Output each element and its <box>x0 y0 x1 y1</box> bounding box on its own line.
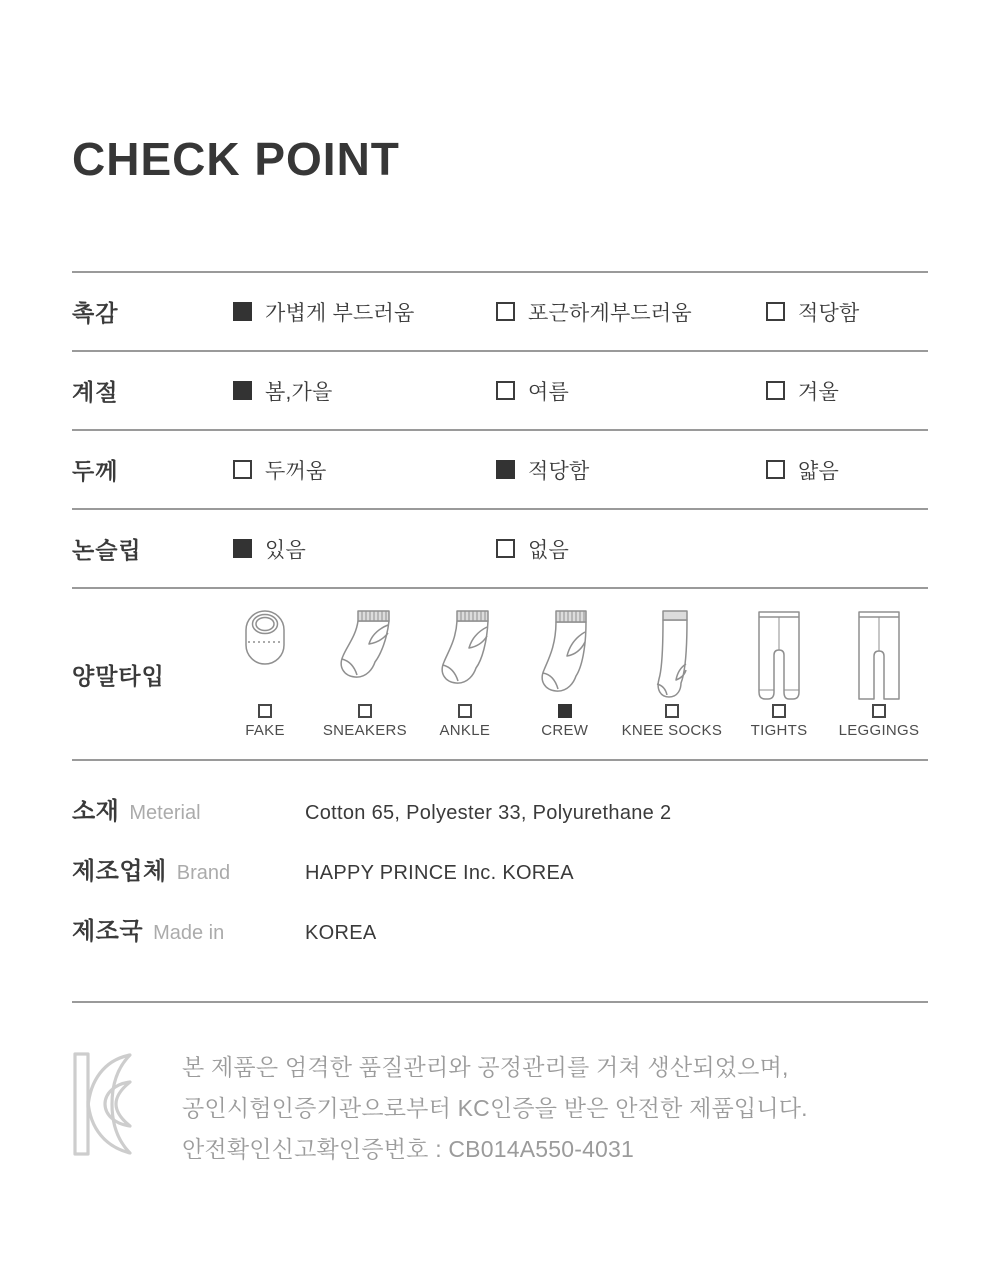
checkbox-icon <box>258 704 272 718</box>
option <box>496 455 766 485</box>
material-value: Cotton 65, Polyester 33, Polyurethane 2 <box>305 802 672 824</box>
option <box>496 376 766 406</box>
sock-type-list <box>222 609 928 739</box>
option-label: 봄,가을 <box>265 380 333 404</box>
option-label: 두꺼움 <box>265 459 327 483</box>
option <box>233 534 496 564</box>
certification-number-line: 안전확인신고확인증번호 : CB014A550-4031 <box>182 1136 635 1162</box>
table-row-season <box>72 352 928 431</box>
row-label: 양말타입 <box>72 662 165 689</box>
checkbox-icon <box>458 704 472 718</box>
option-label: 적당함 <box>798 301 860 325</box>
certification-line: 공인시험인증기관으로부터 KC인증을 받은 안전한 제품입니다. <box>182 1095 808 1121</box>
sock-type-label: CREW <box>541 722 589 739</box>
checkbox-icon <box>233 539 252 558</box>
certification-line: 본 제품은 엄격한 품질관리와 공정관리를 거쳐 생산되었으며, <box>182 1054 789 1080</box>
section-divider <box>72 1001 928 1003</box>
option-label: 적당함 <box>528 459 590 483</box>
knee-socks-icon <box>651 609 693 700</box>
ankle-sock-icon <box>437 609 493 686</box>
sock-type-label: LEGGINGS <box>838 722 920 739</box>
made-in-label-ko: 제조국 <box>72 918 144 945</box>
option <box>233 455 496 485</box>
material-label-en: Meterial <box>129 802 201 824</box>
table-row-thickness <box>72 431 928 510</box>
sock-type-label: FAKE <box>245 722 285 739</box>
checkbox-icon <box>233 460 252 479</box>
option <box>233 297 496 327</box>
option <box>766 376 928 406</box>
page-title: CHECK POINT <box>72 133 400 185</box>
brand-value: HAPPY PRINCE Inc. KOREA <box>305 862 574 884</box>
sock-type-label: SNEAKERS <box>322 722 407 739</box>
table-row-texture <box>72 273 928 352</box>
row-label: 계절 <box>72 379 119 405</box>
checkbox-icon <box>872 704 886 718</box>
sneakers-sock-icon <box>336 609 394 680</box>
checkbox-icon <box>558 704 572 718</box>
option <box>766 297 928 327</box>
row-label: 두께 <box>72 458 119 484</box>
made-in-label-en: Made in <box>153 922 225 944</box>
checkbox-icon <box>766 302 785 321</box>
option-label: 여름 <box>528 380 569 404</box>
brand-label-en: Brand <box>176 862 231 884</box>
option <box>496 297 766 327</box>
leggings-icon <box>853 609 905 701</box>
crew-sock-icon <box>537 609 593 694</box>
checkbox-icon <box>233 381 252 400</box>
checkbox-icon <box>358 704 372 718</box>
option-label: 있음 <box>265 538 306 562</box>
checkbox-icon <box>496 302 515 321</box>
checkbox-icon <box>496 539 515 558</box>
info-row-material <box>72 791 928 851</box>
sock-type-fake <box>222 609 308 739</box>
option-label: 겨울 <box>798 380 839 404</box>
sock-type-label: TIGHTS <box>750 722 808 739</box>
table-row-sock-type <box>72 589 928 761</box>
option <box>496 534 766 564</box>
option-label: 포근하게부드러움 <box>528 301 692 325</box>
row-label: 촉감 <box>72 300 119 326</box>
checkbox-icon <box>233 302 252 321</box>
checkbox-icon <box>665 704 679 718</box>
checkbox-icon <box>496 381 515 400</box>
option <box>233 376 496 406</box>
material-label-ko: 소재 <box>72 798 120 825</box>
sock-type-knee-socks <box>622 609 723 739</box>
product-info-section <box>72 791 928 971</box>
sock-type-tights <box>736 609 822 739</box>
made-in-value: KOREA <box>305 922 377 944</box>
fake-sock-icon <box>241 609 289 666</box>
checkbox-icon <box>766 381 785 400</box>
certification-text <box>182 1047 808 1170</box>
tights-icon <box>753 609 805 701</box>
option-label: 얇음 <box>798 459 839 483</box>
kc-certification-section <box>72 1047 928 1170</box>
option-label: 가볍게 부드러움 <box>265 301 415 325</box>
sock-type-label: KNEE SOCKS <box>621 722 723 739</box>
sock-type-ankle <box>422 609 508 739</box>
table-row-nonslip <box>72 510 928 589</box>
kc-mark-icon <box>72 1051 138 1157</box>
row-label: 논슬립 <box>72 537 142 563</box>
option-label: 없음 <box>528 538 569 562</box>
checkbox-icon <box>496 460 515 479</box>
sock-type-label: ANKLE <box>439 722 491 739</box>
checkbox-icon <box>772 704 786 718</box>
checkpoint-table <box>72 271 928 761</box>
info-row-brand <box>72 851 928 911</box>
brand-label-ko: 제조업체 <box>72 858 167 885</box>
content <box>72 0 928 1170</box>
sock-type-sneakers <box>322 609 408 739</box>
info-row-made-in <box>72 911 928 971</box>
sock-type-crew <box>522 609 608 739</box>
sock-type-leggings <box>836 609 922 739</box>
checkbox-icon <box>766 460 785 479</box>
option <box>766 455 928 485</box>
